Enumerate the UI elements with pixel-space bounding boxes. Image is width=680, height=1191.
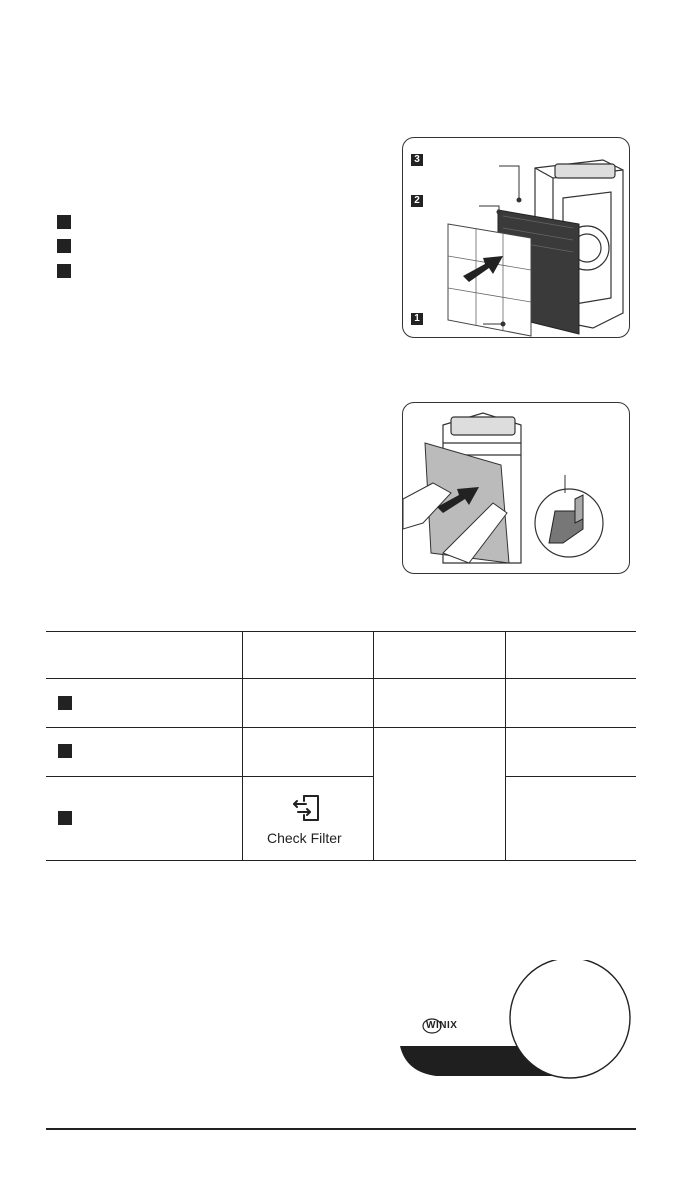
table-rule-row2-right	[505, 776, 636, 777]
table-rule-top	[46, 631, 636, 632]
table-row-1-marker	[58, 696, 72, 710]
legend-marker-3	[57, 264, 71, 278]
winix-logo: WINIX	[426, 1020, 458, 1031]
table-col-divider-3	[505, 631, 506, 860]
table-rule-header	[46, 678, 636, 679]
legend-marker-1	[57, 215, 71, 229]
table-row-3-marker	[58, 811, 72, 825]
table-col-divider-2	[373, 631, 374, 860]
table-rule-bottom	[46, 860, 636, 861]
table-row-2-marker	[58, 744, 72, 758]
prefilter-install-figure	[402, 402, 630, 574]
table-rule-row1	[46, 727, 636, 728]
footer-rule	[46, 1128, 636, 1130]
table-rule-row2-left	[46, 776, 373, 777]
callout-3: 3	[411, 154, 423, 166]
prefilter-install-illustration	[403, 403, 629, 573]
legend-marker-2	[57, 239, 71, 253]
check-filter-icon	[292, 793, 324, 823]
callout-1: 1	[411, 313, 423, 325]
filter-assembly-figure	[402, 137, 630, 338]
filter-assembly-illustration	[403, 138, 629, 337]
callout-2: 2	[411, 195, 423, 207]
table-col-divider-1	[242, 631, 243, 860]
check-filter-label: Check Filter	[267, 830, 342, 846]
